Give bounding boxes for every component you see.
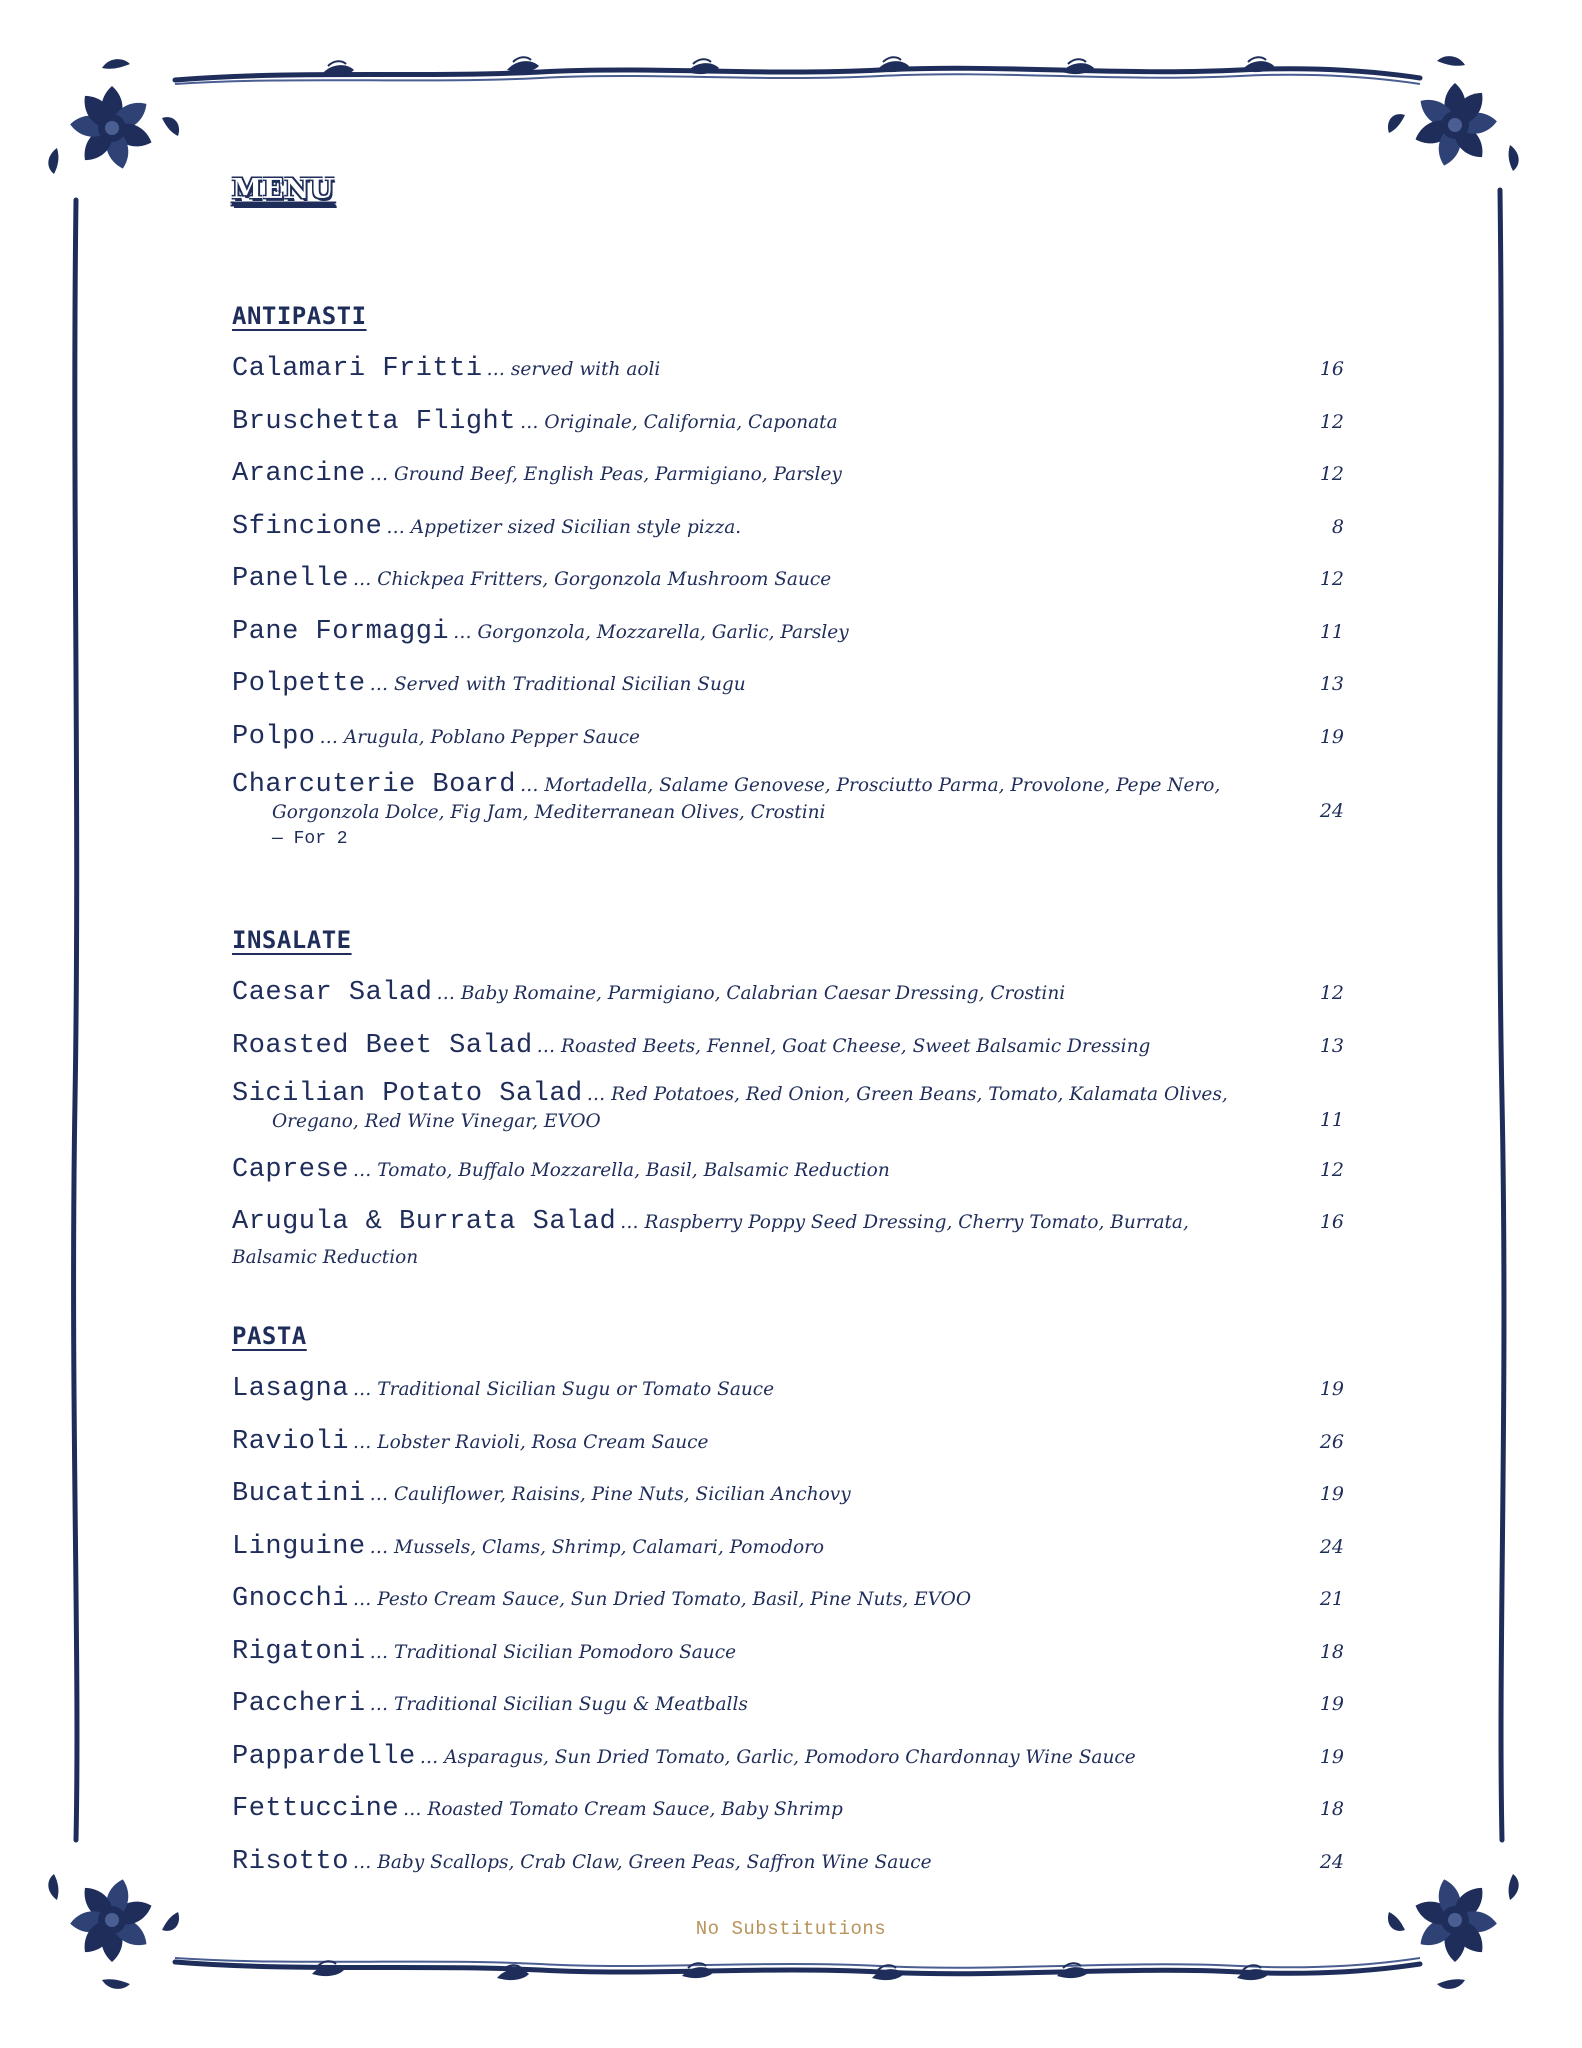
item-price: 12 (1319, 1158, 1344, 1181)
item-description: … Traditional Sicilian Pomodoro Sauce (369, 1641, 737, 1663)
item-price: 19 (1319, 725, 1344, 748)
item-description: … Asparagus, Sun Dried Tomato, Garlic, Pomodoro Chardonnay Wine Sauce (419, 1746, 1136, 1768)
item-name: Risotto (232, 1846, 349, 1877)
item-name: Charcuterie Board (232, 770, 516, 800)
menu-item (232, 1477, 1352, 1513)
menu-item (232, 1582, 1352, 1618)
item-price: 26 (1319, 1430, 1344, 1453)
item-description: … Appetizer sized Sicilian style pizza. (386, 516, 742, 538)
item-price: 16 (1319, 1211, 1344, 1233)
menu-title: MENU (232, 174, 335, 205)
menu-item (232, 1530, 1352, 1566)
item-description: … Traditional Sicilian Sugu & Meatballs (369, 1694, 748, 1715)
item-name: Bucatini (232, 1479, 366, 1509)
no-substitutions-note: No Substitutions (695, 1918, 887, 1940)
menu-item (232, 615, 1352, 651)
item-description: … Tomato, Buffalo Mozzarella, Basil, Balsamic Reduction (352, 1159, 890, 1181)
item-price: 18 (1319, 1798, 1344, 1820)
menu-item (232, 1029, 1352, 1065)
item-description: … Arugula, Poblano Pepper Sauce (319, 726, 640, 748)
item-description: … Mussels, Clams, Shrimp, Calamari, Pomodoro (369, 1536, 825, 1558)
item-name: Panelle (232, 564, 349, 594)
item-description: … Served with Traditional Sicilian Sugu (369, 674, 746, 695)
item-name: Lasagna (232, 1374, 349, 1404)
item-price: 19 (1319, 1745, 1344, 1768)
item-name: Arugula & Burrata Salad (232, 1207, 617, 1237)
item-description: … Lobster Ravioli, Rosa Cream Sauce (352, 1431, 709, 1453)
item-price: 13 (1319, 1034, 1344, 1057)
item-name: Bruschetta Flight (232, 406, 516, 437)
item-description: … Raspberry Poppy Seed Dressing, Cherry Tomato, Burrata, Balsamic Reduction (232, 1212, 1189, 1268)
item-price: 18 (1319, 1640, 1344, 1663)
item-price: 21 (1319, 1588, 1344, 1610)
menu-item (232, 1740, 1352, 1776)
item-name: Pappardelle (232, 1741, 416, 1772)
section-insalate (232, 926, 1352, 1293)
item-price: 12 (1319, 410, 1344, 433)
item-name: Rigatoni (232, 1636, 366, 1667)
item-price: 12 (1319, 463, 1344, 485)
item-description: … Roasted Beets, Fennel, Goat Cheese, Sweet Balsamic Dressing (536, 1035, 1151, 1057)
item-name: Roasted Beet Salad (232, 1030, 533, 1061)
item-description: … Red Potatoes, Red Onion, Green Beans, Tomato, Kalamata Olives, Oregano, Red Wine Vinegar, EVOO (272, 1084, 1228, 1132)
floral-corner-icon (1388, 56, 1519, 171)
item-name: Paccheri (232, 1689, 366, 1719)
menu-item (232, 1372, 1352, 1408)
item-name: Pane Formaggi (232, 616, 450, 647)
item-description: … Chickpea Fritters, Gorgonzola Mushroom Sauce (352, 569, 832, 590)
item-price: 16 (1319, 358, 1344, 380)
menu-item (232, 772, 1352, 851)
item-name: Caesar Salad (232, 978, 433, 1008)
item-name: Caprese (232, 1154, 349, 1185)
item-name: Gnocchi (232, 1584, 349, 1614)
item-price: 19 (1319, 1483, 1344, 1505)
item-price: 12 (1319, 982, 1344, 1004)
item-description: … Traditional Sicilian Sugu or Tomato Sauce (352, 1379, 775, 1400)
item-description: … Baby Scallops, Crab Claw, Green Peas, Saffron Wine Sauce (352, 1851, 932, 1873)
item-price: 8 (1331, 515, 1344, 538)
item-description: … Roasted Tomato Cream Sauce, Baby Shrimp (403, 1799, 843, 1820)
item-description: … Originale, California, Caponata (519, 411, 838, 433)
item-name: Polpo (232, 721, 316, 752)
floral-corner-icon (48, 59, 179, 174)
menu-item (232, 457, 1352, 493)
menu-item (232, 1845, 1352, 1881)
menu-item (232, 405, 1352, 441)
item-price: 12 (1319, 568, 1344, 590)
section-antipasti (232, 302, 1352, 868)
item-name: Fettuccine (232, 1794, 400, 1824)
item-name: Sfincione (232, 511, 383, 542)
section-heading: PASTA (232, 1322, 307, 1350)
menu-item (232, 1081, 1352, 1136)
menu-item (232, 976, 1352, 1012)
item-name: Calamari Fritti (232, 354, 483, 384)
menu-item (232, 352, 1352, 388)
item-price: 24 (1319, 800, 1344, 822)
item-note: — For 2 (272, 829, 348, 849)
item-price: 11 (1319, 1109, 1344, 1131)
item-description: … Ground Beef, English Peas, Parmigiano, Parsley (369, 464, 842, 485)
item-description: … Gorgonzola, Mozzarella, Garlic, Parsley (453, 621, 849, 643)
item-name: Sicilian Potato Salad (232, 1079, 583, 1109)
menu-item (232, 1635, 1352, 1671)
item-price: 24 (1319, 1535, 1344, 1558)
menu-item (232, 510, 1352, 546)
menu-item (232, 720, 1352, 756)
item-name: Arancine (232, 459, 366, 489)
section-pasta (232, 1322, 1352, 1897)
item-name: Ravioli (232, 1426, 349, 1457)
item-description: … Baby Romaine, Parmigiano, Calabrian Caesar Dressing, Crostini (436, 983, 1066, 1004)
item-name: Polpette (232, 669, 366, 699)
menu-item (232, 1153, 1352, 1189)
menu-item (232, 1205, 1352, 1276)
menu-item (232, 667, 1352, 703)
item-price: 19 (1319, 1693, 1344, 1715)
item-price: 11 (1319, 620, 1344, 643)
item-price: 19 (1319, 1378, 1344, 1400)
item-price: 24 (1319, 1850, 1344, 1873)
item-name: Linguine (232, 1531, 366, 1562)
menu-item (232, 1792, 1352, 1828)
item-description: … served with aoli (486, 359, 661, 380)
menu-item (232, 1425, 1352, 1461)
section-heading: ANTIPASTI (232, 302, 367, 330)
menu-item (232, 1687, 1352, 1723)
item-description: … Cauliflower, Raisins, Pine Nuts, Sicilian Anchovy (369, 1484, 851, 1505)
menu-item (232, 562, 1352, 598)
item-description: … Mortadella, Salame Genovese, Prosciutto Parma, Provolone, Pepe Nero, Gorgonzola Dolce, Fig Jam, Mediterranean Olives, Crostini (272, 775, 1221, 823)
section-heading: INSALATE (232, 926, 352, 954)
item-description: … Pesto Cream Sauce, Sun Dried Tomato, Basil, Pine Nuts, EVOO (352, 1589, 971, 1610)
item-price: 13 (1319, 673, 1344, 695)
